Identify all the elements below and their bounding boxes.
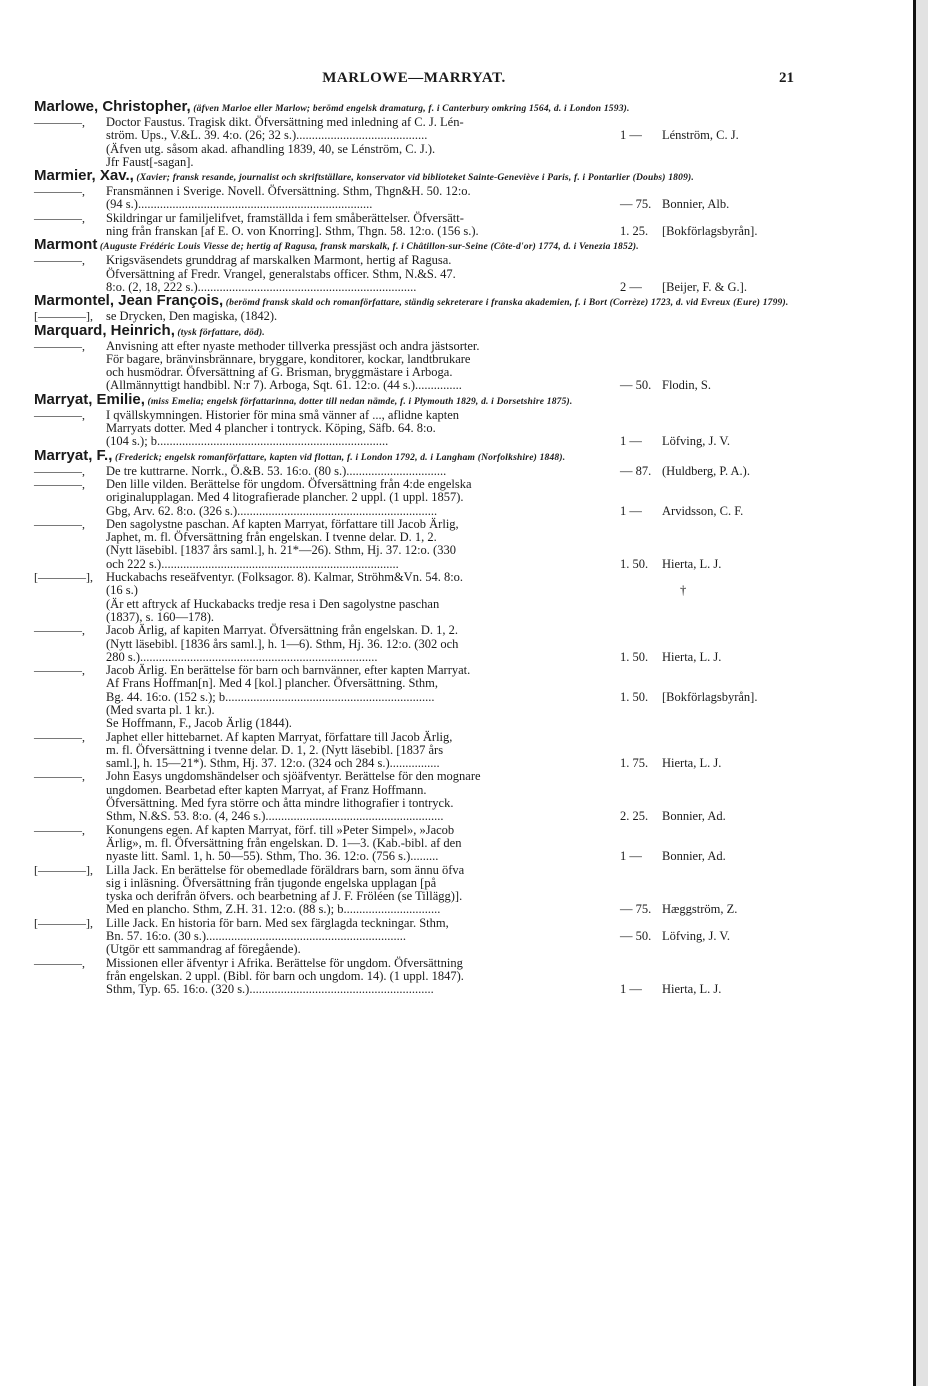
description-line: Jfr Faust[-sagan]. — [106, 154, 194, 169]
ditto-dash: ————, — [34, 476, 85, 491]
price: 1 — — [620, 128, 642, 143]
description-line: Konungens egen. Af kapten Marryat, förf. till »Peter Simpel», »Jacob — [106, 822, 455, 837]
description-line: Huckabachs reseäfventyr. (Folksagor. 8). Kalmar, Ströhm&Vn. 54. 8:o. — [106, 570, 464, 585]
work-description — [106, 407, 730, 449]
ditto-dash: ————, — [34, 210, 85, 225]
description-line: nyaste litt. Saml. 1, h. 50—55). Sthm, Tho. 36. 12:o. (756 s.)......... 1 — Bonnier, Ad. — [106, 850, 606, 863]
description-line: tyska och derifrån öfvers. och bearbetning af J. F. Fröléen (se Tillägg)]. — [106, 889, 463, 904]
work-entry — [34, 664, 794, 730]
ditto-dash: ————, — [34, 623, 85, 638]
work-description — [106, 115, 739, 169]
work-entry — [34, 254, 794, 294]
description-line: Jacob Ärlig. En berättelse för barn och barnvänner, efter kapten Marryat. — [106, 663, 471, 678]
author-bio: (äfven Marloe eller Marlow; berömd engelsk dramaturg, f. i Canterbury omkring 1564, d. i London 1593). — [190, 104, 630, 114]
ditto-dash: ————, — [34, 115, 85, 129]
work-entry — [34, 917, 794, 957]
description-line: Se Hoffmann, F., Jacob Ärlig (1844). — [106, 716, 292, 731]
description-line: Anvisning att efter nyaste methoder tillverka pressjäst och andra jästsorter. — [106, 338, 480, 353]
publisher: Bonnier, Ad. — [662, 809, 726, 824]
price: 1 — — [620, 434, 642, 449]
ditto-dash: ————, — [34, 253, 85, 268]
publisher: Arvidsson, C. F. — [662, 503, 744, 518]
author-heading — [34, 321, 794, 340]
author-name: Marmontel, Jean François, — [34, 292, 224, 310]
document-page — [34, 0, 794, 1386]
work-entry — [34, 518, 794, 571]
description-line: (Äfven utg. såsom akad. afhandling 1839, 40, se Lénström, C. J.). — [106, 141, 436, 156]
description-line: (Nytt läsebibl. [1837 års saml.], h. 21*—26). Sthm, Hj. 37. 12:o. (330 — [106, 543, 456, 558]
author-bio: (miss Emelia; engelsk författarinna, dotter till nedan nämde, f. i Plymouth 1829, d. i Dorsetshire 1875). — [144, 396, 573, 407]
work-description — [106, 570, 687, 624]
work-description — [106, 862, 738, 917]
description-line: Bn. 57. 16:o. (30 s.)................................................................ — 50. Löfving, J. V. — [106, 930, 606, 943]
work-description — [106, 955, 722, 997]
description-line: originalupplagan. Med 4 litografierade plancher. 2 uppl. (1 uppl. 1857). — [106, 490, 464, 505]
work-entry — [34, 731, 794, 771]
author-bio: (Frederick; engelsk romanförfattare, kapten vid flottan, f. i London 1792, d. i Langham (Norfolkshire) 1848). — [112, 452, 566, 463]
description-line: (94 s.)........................................................................... — 75. Bonnier, Alb. — [106, 198, 606, 211]
description-line: Sthm, N.&S. 53. 8:o. (4, 246 s.)......................................................... 2. 25. Bonnier, Ad. — [106, 810, 606, 823]
author-heading — [34, 294, 794, 310]
publisher: Hierta, L. J. — [662, 982, 722, 997]
description-line: De tre kuttrarne. Norrk., Ö.&B. 53. 16:o. (80 s.)................................ — 87. (Huldberg, P. A.). — [106, 465, 606, 478]
description-line: Öfversättning af Fredr. Vrangel, generalstabs officer. Sthm, N.&S. 47. — [106, 266, 456, 281]
price: — 87. — [620, 463, 652, 478]
page-edge-shadow — [916, 0, 928, 1386]
work-description — [106, 184, 730, 212]
description-line: (Allmännyttigt handbibl. N:r 7). Arboga, Sqt. 61. 12:o. (44 s.)............... — 50. Flodin, S. — [106, 379, 606, 392]
description-line: John Easys ungdomshändelser och sjöäfventyr. Berättelse för den mognare — [106, 769, 481, 784]
description-line: Missionen eller äfventyr i Afrika. Berättelse för ungdom. Öfversättning — [106, 955, 463, 970]
publisher: Hierta, L. J. — [662, 556, 722, 571]
price: 1. 50. — [620, 689, 649, 704]
description-line: Den lille vilden. Berättelse för ungdom. Öfversättning från 4:de engelska — [106, 476, 472, 491]
publisher: Hierta, L. J. — [662, 649, 722, 664]
publisher: Flodin, S. — [662, 378, 711, 393]
work-entry — [34, 185, 794, 212]
description-line: Den sagolystne paschan. Af kapten Marryat, författare till Jacob Ärlig, — [106, 516, 459, 531]
author-bio: (Auguste Frédéric Louis Viesse de; hertig af Ragusa, fransk marskalk, f. i Châtillon-sur-Seine (Côte-d'or) 1774, d. i Venezia 1852). — [97, 242, 639, 253]
author-name: Marryat, Emilie, — [34, 390, 145, 408]
page-number: 21 — [779, 70, 794, 86]
description-line: Lille Jack. En historia för barn. Med sex färglagda teckningar. Sthm, — [106, 915, 449, 930]
work-entry — [34, 571, 794, 624]
description-line: Doctor Faustus. Tragisk dikt. Öfversättning med inledning af C. J. Lén- — [106, 115, 464, 129]
description-line: Med en plancho. Sthm, Z.H. 31. 12:o. (88 s.); b............................... — 75. Hæggström, Z. — [106, 903, 606, 916]
work-entry — [34, 340, 794, 393]
description-line: (Nytt läsebibl. [1836 års saml.], h. 1—6). Sthm, Hj. 36. 12:o. (302 och — [106, 636, 459, 651]
author-name: Marryat, F., — [34, 446, 113, 464]
description-line: Krigsväsendets grunddrag af marskalken Marmont, hertig af Ragusa. — [106, 253, 452, 268]
description-line: Bg. 44. 16:o. (152 s.); b................................................................... 1. 50. [Bokförlagsbyrån]. — [106, 691, 606, 704]
publisher: Bonnier, Ad. — [662, 849, 726, 864]
description-line: och husmödrar. Öfversättning af G. Brisman, bryggmästare i Arboga. — [106, 365, 453, 380]
description-line: Marryats dotter. Med 4 plancher i tontryck. Köping, Säfb. 64. 8:o. — [106, 421, 436, 436]
description-line: sig i inläsning. Öfversättning från tjugonde engelska upplagan [på — [106, 875, 437, 890]
work-description — [106, 516, 722, 571]
description-line: Skildringar ur familjelifvet, framställda i fem småberättelser. Öfversätt- — [106, 210, 464, 225]
price: 1. 50. — [620, 649, 649, 664]
ditto-dash: ————, — [34, 663, 85, 678]
author-name: Marmier, Xav., — [34, 167, 134, 185]
ditto-dash: ————, — [34, 769, 85, 784]
work-entry — [34, 624, 794, 664]
price: — 75. — [620, 197, 652, 212]
work-description — [106, 210, 758, 239]
work-entry — [34, 478, 794, 518]
work-entry — [34, 864, 794, 917]
author-heading — [34, 169, 794, 185]
work-description — [106, 623, 722, 664]
description-line: Ärlig», m. fl. Öfversättning från engelskan. D. 1—3. (Kab.-bibl. af den — [106, 835, 462, 850]
price: 1 — — [620, 849, 642, 864]
description-line: 280 s.)............................................................................ 1. 50. Hierta, L. J. — [106, 651, 606, 664]
work-description — [106, 769, 726, 824]
work-description — [106, 310, 606, 323]
ditto-dash: ————, — [34, 955, 85, 970]
description-line: Öfversättning. Med fyra större och åtta mindre lithografier i tontryck. — [106, 796, 454, 811]
ditto-dash: ————, — [34, 184, 85, 199]
description-line: Lilla Jack. En berättelse för obemedlade föräldrars barn, som ännu öfva — [106, 862, 465, 877]
work-entry — [34, 212, 794, 239]
ditto-dash: ————, — [34, 729, 85, 744]
ditto-dash: ————, — [34, 516, 85, 531]
price: — 75. — [620, 902, 652, 917]
author-heading — [34, 238, 794, 254]
description-line: och 222 s.)............................................................................ 1. 50. Hierta, L. J. — [106, 558, 606, 571]
description-line: (1837), s. 160—178). — [106, 609, 214, 624]
price: 1. 50. — [620, 556, 649, 571]
work-description — [106, 476, 744, 518]
price: 2 — — [620, 279, 642, 294]
description-line: se Drycken, Den magiska, (1842). — [106, 309, 278, 324]
author-bio: (berömd fransk skald och romanförfattare, ständig sekreterare i franska akademien, f. i Bort (Corrèze) 1723, d. vid Evreux (Eure) 1799). — [223, 298, 789, 309]
description-line: m. fl. Öfversättning i tvenne delar. D. 1, 2. (Nytt läsebibl. [1837 års — [106, 742, 444, 757]
description-line: Fransmännen i Sverige. Novell. Öfversättning. Sthm, Thgn&H. 50. 12:o. — [106, 184, 471, 199]
author-heading — [34, 100, 794, 116]
publisher: [Bokförlagsbyrån]. — [662, 689, 758, 704]
publisher: Löfving, J. V. — [662, 929, 730, 944]
ditto-dash: ————, — [34, 463, 85, 478]
price: 1. 75. — [620, 756, 649, 771]
description-line: (Utgör ett sammandrag af föregående). — [106, 942, 301, 957]
description-line: ström. Ups., V.&L. 39. 4:o. (26; 32 s.).......................................... 1 — Lénström, C. J. — [106, 129, 606, 142]
author-heading — [34, 446, 794, 465]
price: — 50. — [620, 378, 652, 393]
ditto-dash: [————], — [34, 915, 93, 930]
description-line: (Med svarta pl. 1 kr.). — [106, 702, 215, 717]
description-line: Japhet eller hittebarnet. Af kapten Marryat, författare till Jacob Ärlig, — [106, 729, 453, 744]
publisher: Bonnier, Alb. — [662, 197, 730, 212]
publisher: Lénström, C. J. — [662, 128, 739, 143]
author-name: Marmont — [34, 236, 98, 254]
description-line: Af Frans Hoffman[n]. Med 4 [kol.] plancher. Öfversättning. Sthm, — [106, 676, 438, 691]
description-line: (104 s.); b.......................................................................... 1 — Löfving, J. V. — [106, 435, 606, 448]
price: 1. 25. — [620, 224, 649, 239]
description-line: från engelskan. 2 uppl. (Bibl. för barn och ungdom. 14). (1 uppl. 1847). — [106, 968, 464, 983]
work-description — [106, 463, 750, 478]
work-description — [106, 822, 726, 864]
price: — 50. — [620, 929, 652, 944]
description-line: ungdomen. Bearbetad efter kapten Marryat, af Franz Hoffmann. — [106, 782, 427, 797]
price: 1 — — [620, 982, 642, 997]
work-description — [106, 915, 730, 957]
description-line: saml.], h. 15—21*). Sthm, Hj. 37. 12:o. (324 och 284 s.)................ 1. 75. Hierta, L. J. — [106, 757, 606, 770]
work-entry — [34, 116, 794, 169]
ditto-dash: ————, — [34, 822, 85, 837]
description-line: I qvällskymningen. Historier för mina små vänner af ..., aflidne kapten — [106, 407, 460, 422]
work-entry — [34, 465, 794, 478]
author-heading — [34, 390, 794, 409]
author-name: Marquard, Heinrich, — [34, 321, 175, 339]
ditto-dash: [————], — [34, 309, 93, 324]
work-entry — [34, 824, 794, 864]
work-description — [106, 729, 722, 771]
work-entry — [34, 770, 794, 823]
running-header — [34, 70, 794, 92]
author-bio: (tysk författare, död). — [174, 327, 265, 338]
work-description — [106, 663, 758, 731]
work-entry — [34, 310, 794, 323]
description-line: (16 s.) † — [106, 584, 606, 597]
ditto-dash: [————], — [34, 570, 93, 585]
description-line: (Är ett aftryck af Huckabacks tredje resa i Den sagolystne paschan — [106, 596, 440, 611]
description-line: Gbg, Arv. 62. 8:o. (326 s.)................................................................ 1 — Arvidsson, C. F. — [106, 505, 606, 518]
description-line: Sthm, Typ. 65. 16:o. (320 s.)........................................................... 1 — Hierta, L. J. — [106, 983, 606, 996]
ditto-dash: [————], — [34, 862, 93, 877]
ditto-dash: ————, — [34, 407, 85, 422]
price: 2. 25. — [620, 809, 649, 824]
publisher: [Beijer, F. & G.]. — [662, 279, 747, 294]
publisher: [Bokförlagsbyrån]. — [662, 224, 758, 239]
work-entry — [34, 957, 794, 997]
description-line: Jacob Ärlig, af kapiten Marryat. Öfversättning från engelskan. D. 1, 2. — [106, 623, 458, 638]
description-line: Japhet, m. fl. Öfversättning från engelskan. I tvenne delar. D. 1, 2. — [106, 530, 437, 545]
description-line: För bagare, bränvinsbrännare, bryggare, konditorer, kockar, landtbrukare — [106, 351, 471, 366]
work-description — [106, 253, 747, 294]
author-bio: (Xavier; fransk resande, journalist och skriftställare, konservator vid biblioteket Sainte-Geneviève i Paris, f. i Pontarlier (Doubs) 1809). — [133, 173, 694, 184]
author-name: Marlowe, Christopher, — [34, 98, 191, 115]
description-line: ning från franskan [af E. O. von Knorring]. Sthm, Thgn. 58. 12:o. (156 s.). 1. 25. [Bokförlagsbyrån]. — [106, 225, 606, 238]
price: 1 — — [620, 503, 642, 518]
publisher: Löfving, J. V. — [662, 434, 730, 449]
bibliography-entries — [34, 100, 794, 997]
running-title: MARLOWE—MARRYAT. — [322, 70, 506, 86]
work-entry — [34, 409, 794, 449]
publisher: Hierta, L. J. — [662, 756, 722, 771]
ditto-dash: ————, — [34, 338, 85, 353]
publisher: (Huldberg, P. A.). — [662, 463, 750, 478]
work-description — [106, 338, 711, 393]
publisher: Hæggström, Z. — [662, 902, 738, 917]
publisher: † — [680, 583, 687, 598]
description-line: 8:o. (2, 18, 222 s.)...................................................................... 2 — [Beijer, F. & G.]. — [106, 281, 606, 294]
